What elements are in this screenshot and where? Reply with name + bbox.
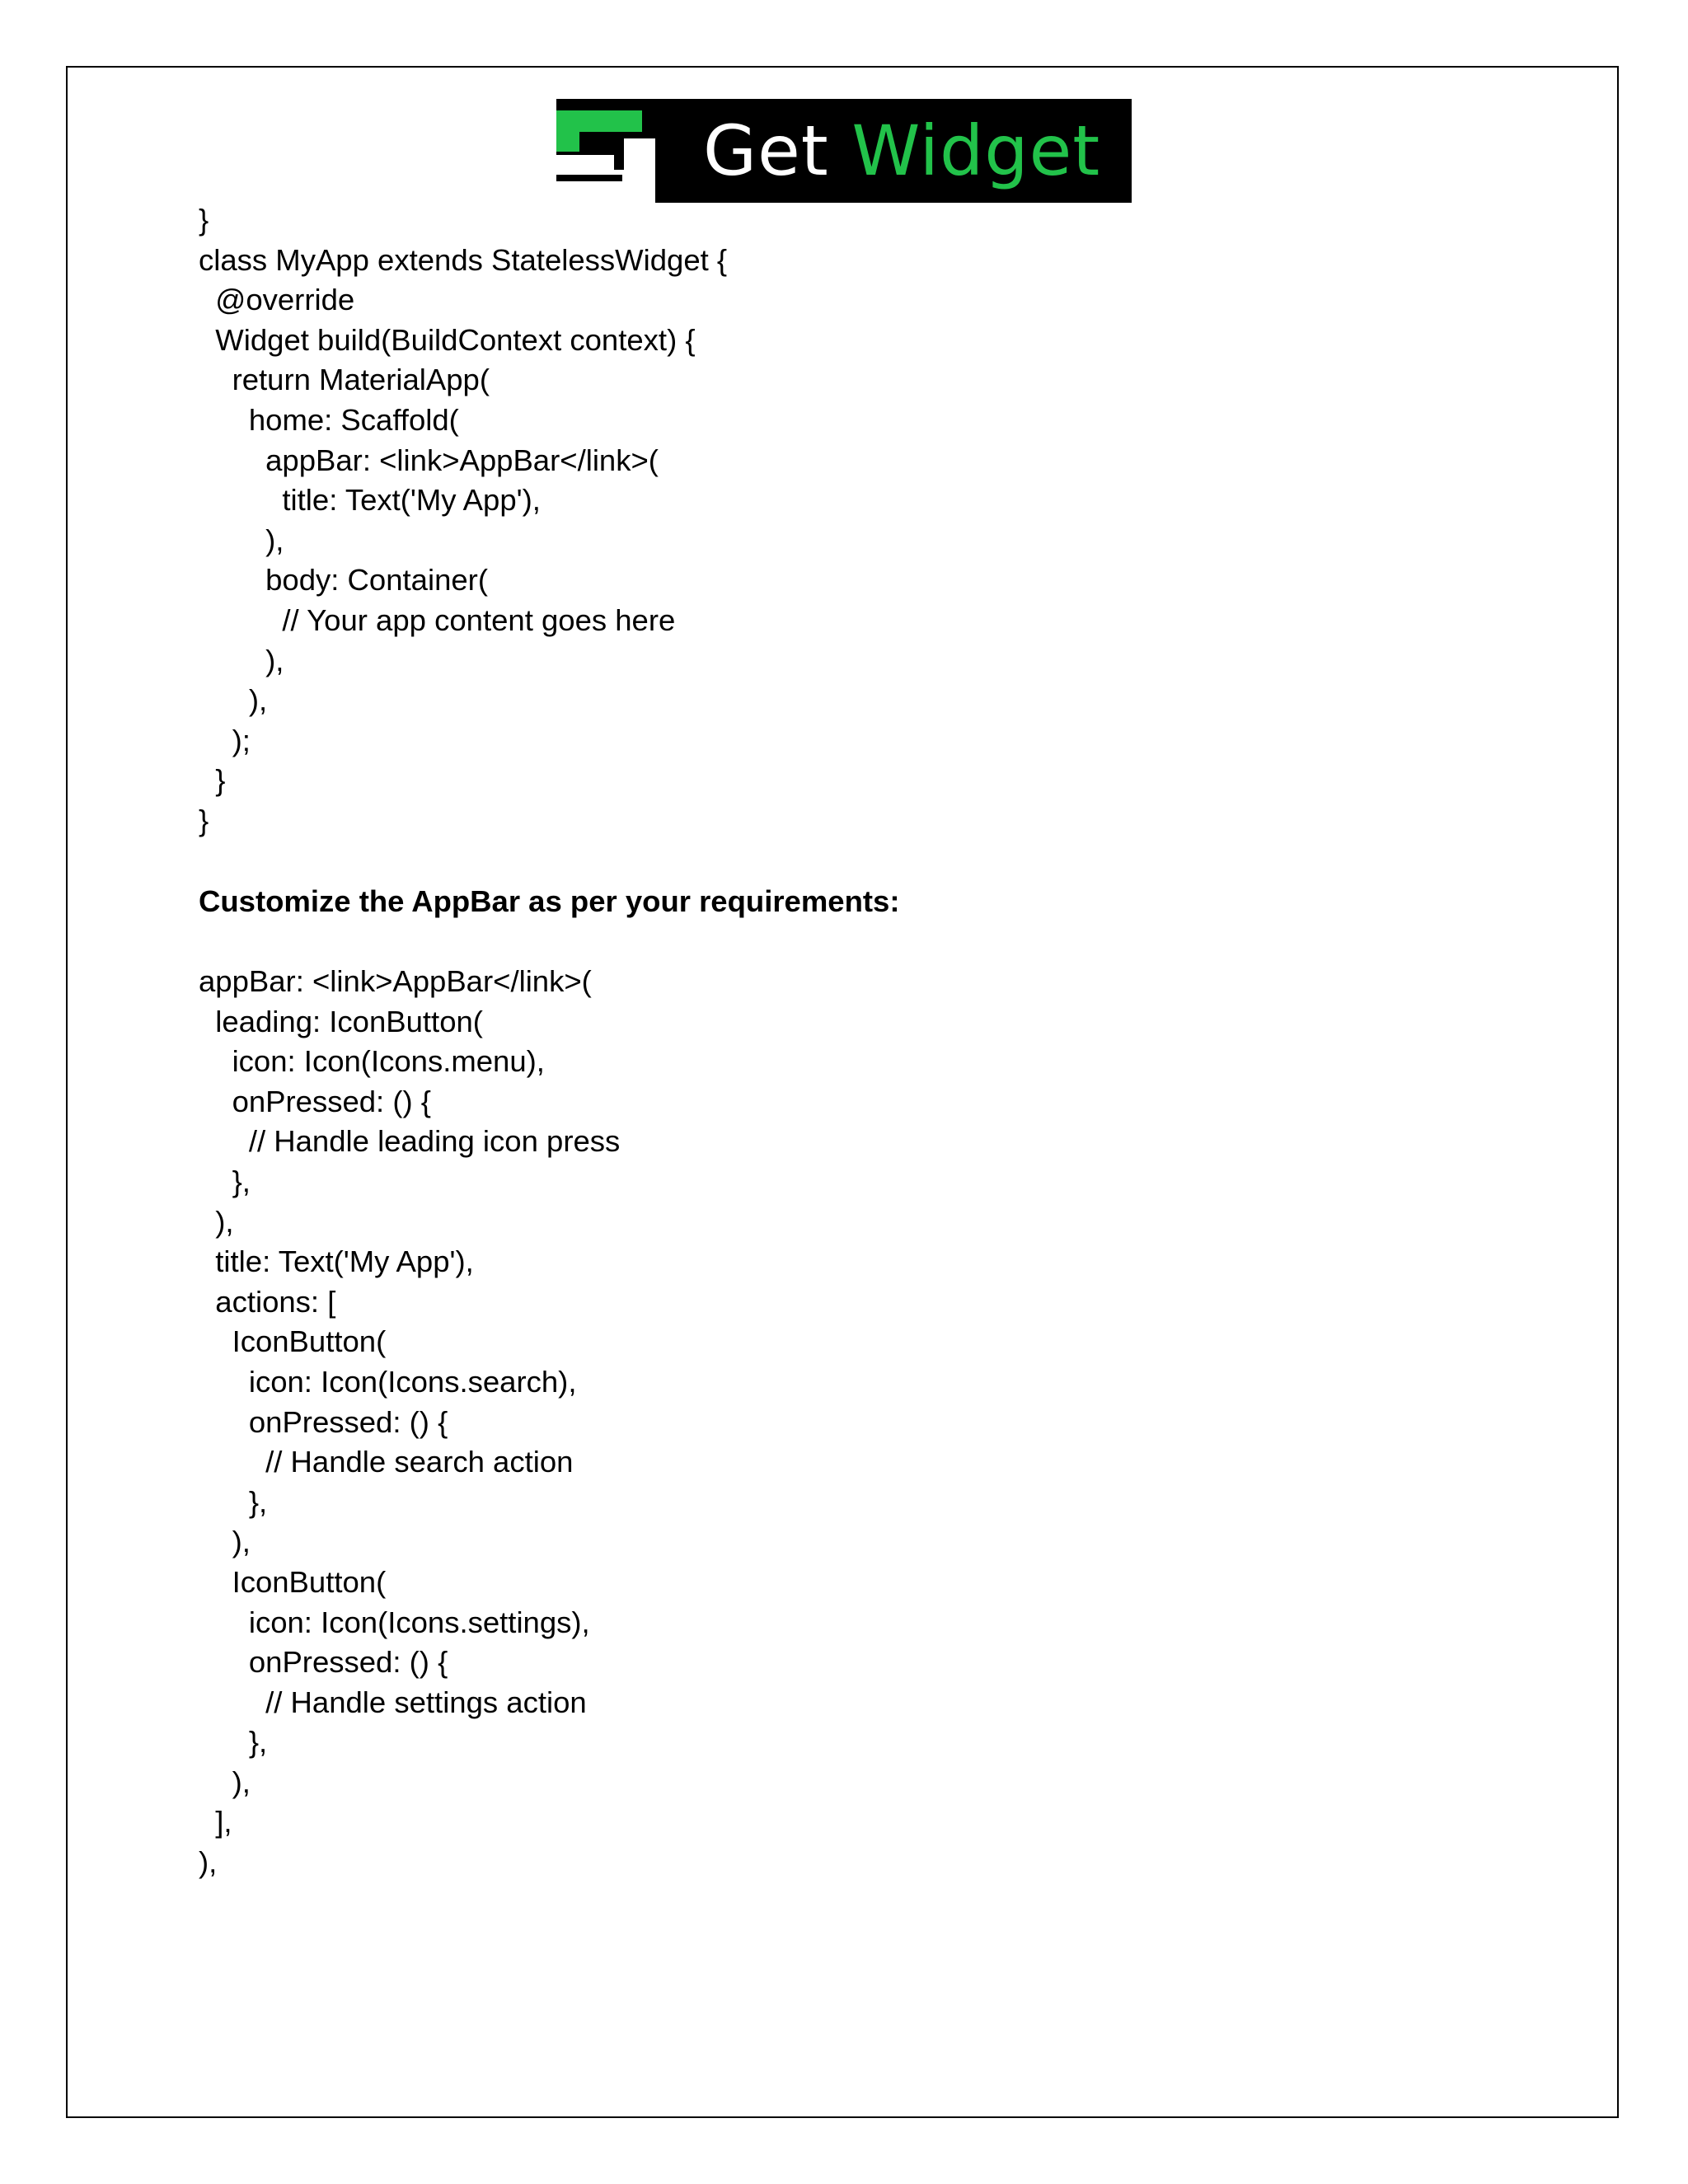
code-line: ), (199, 1204, 234, 1239)
code-line: } (199, 203, 209, 237)
code-line: }, (199, 1725, 268, 1760)
code-line: ); (199, 723, 251, 757)
code-line: appBar: <link>AppBar</link>( (199, 964, 592, 998)
code-block-appbar (199, 962, 1517, 1883)
code-line: icon: Icon(Icons.search), (199, 1364, 577, 1399)
code-line: ], (199, 1805, 232, 1840)
code-line: return MaterialApp( (199, 363, 490, 397)
code-line: icon: Icon(Icons.menu), (199, 1044, 545, 1079)
code-line: ), (199, 523, 284, 557)
get-widget-logo-icon (556, 99, 660, 203)
code-line: body: Container( (199, 563, 488, 598)
code-line: ), (199, 683, 268, 718)
code-line: icon: Icon(Icons.settings), (199, 1605, 590, 1639)
code-line: // Handle leading icon press (199, 1124, 621, 1159)
code-line: // Handle settings action (199, 1685, 587, 1719)
code-line: ), (199, 1765, 251, 1799)
code-line: onPressed: () { (199, 1404, 448, 1439)
code-line: }, (199, 1484, 268, 1519)
code-line: ), (199, 1525, 251, 1559)
code-line: class MyApp extends StatelessWidget { (199, 242, 728, 277)
code-block-myapp (199, 200, 1517, 841)
code-line: title: Text('My App'), (199, 483, 541, 518)
code-line: IconButton( (199, 1324, 387, 1359)
logo-word-get: Get (703, 110, 829, 191)
code-line: onPressed: () { (199, 1084, 431, 1118)
code-line: @override (199, 283, 355, 317)
code-line: } (199, 803, 209, 837)
code-line: Widget build(BuildContext context) { (199, 322, 696, 357)
code-line: actions: [ (199, 1284, 336, 1319)
code-line: ), (199, 1845, 218, 1880)
code-line: home: Scaffold( (199, 402, 459, 437)
code-line: } (199, 763, 226, 798)
code-line: }, (199, 1164, 251, 1198)
code-line: ), (199, 643, 284, 677)
code-line: title: Text('My App'), (199, 1244, 474, 1279)
get-widget-logo (556, 99, 1132, 203)
code-line: appBar: <link>AppBar</link>( (199, 443, 659, 477)
code-line: IconButton( (199, 1564, 387, 1599)
section-heading: Customize the AppBar as per your requirements: (199, 884, 900, 918)
code-line: // Your app content goes here (199, 602, 676, 637)
code-line: leading: IconButton( (199, 1004, 483, 1038)
code-line: onPressed: () { (199, 1645, 448, 1680)
logo-wordmark (703, 99, 1100, 203)
code-line: // Handle search action (199, 1445, 574, 1479)
logo-word-widget: Widget (851, 110, 1101, 191)
